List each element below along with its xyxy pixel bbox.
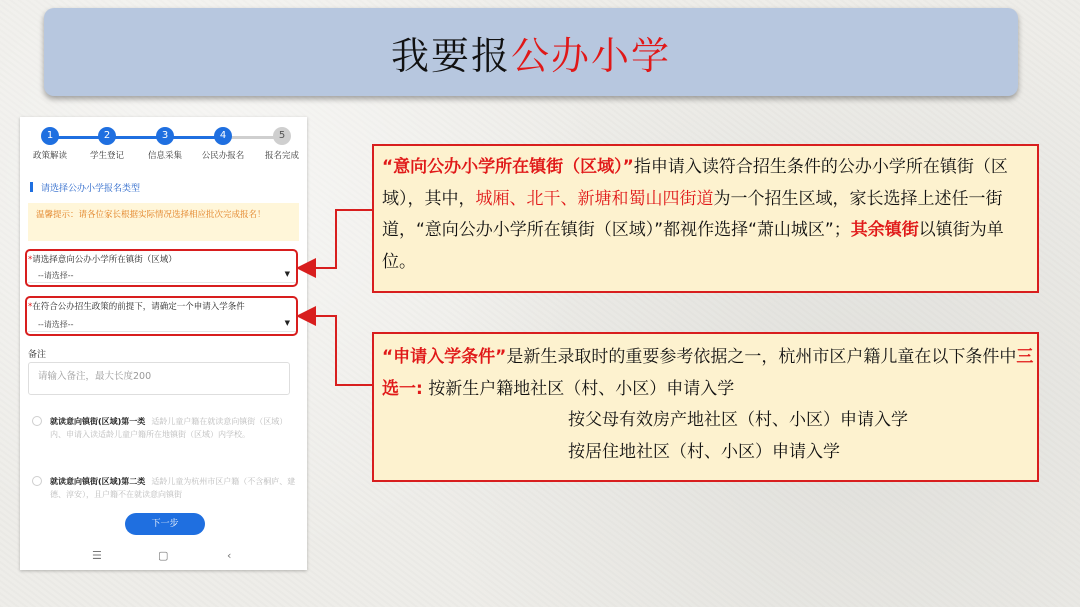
remark-label: 备注 [28,350,47,360]
hint-banner: 温馨提示：请各位家长根据实际情况选择相应批次完成报名！ [28,203,299,241]
section-title-text: 请选择公办小学报名类型 [41,184,141,194]
section-marker [30,182,33,192]
highlight-condition-field [25,296,298,336]
back-icon[interactable]: ‹ [227,549,232,562]
step-3-number: 3 [156,127,174,145]
caret-down-icon: ▼ [284,270,290,278]
step-1 [20,127,80,161]
step-2-label: 学生登记 [89,151,124,161]
step-4-label: 公民办报名 [201,151,245,161]
menu-icon[interactable]: ☰ [92,549,102,562]
step-2 [77,127,137,161]
step-5 [252,127,307,161]
condition-line-2: 按父母有效房产地社区（村、小区）申请入学 [568,410,908,430]
title-red: 公办小学 [511,33,672,78]
step-5-label: 报名完成 [264,151,299,161]
page-title [44,8,1018,96]
step-4 [193,127,253,161]
radio-button[interactable] [32,476,42,486]
section-title [30,181,140,194]
step-3 [135,127,195,161]
condition-select[interactable]: --请选择-- ▼ [28,316,296,332]
step-4-number: 4 [214,127,232,145]
callout-district-explanation: “意向公办小学所在镇街（区域）”指申请入读符合招生条件的公办小学所在镇街（区域），其中，城厢、北干、新塘和蜀山四街道为一个招生区域，家长选择上述任一街道，“意向公办小学所在镇街（区域）”都视作选择“萧山城区”；其余镇街以镇街为单位。 [372,144,1039,293]
highlight-district-field [25,249,298,287]
callout-condition-explanation: “申请入学条件”是新生录取时的重要参考依据之一，杭州市区户籍儿童在以下条件中三选一: 按新生户籍地社区（村、小区）申请入学 按父母有效房产地社区（村、小区）申请入学 按居住地社区（村、小区）申请入学 [372,332,1039,482]
step-1-number: 1 [41,127,59,145]
phone-screen [20,117,307,570]
step-3-label: 信息采集 [147,151,182,161]
district-label: *请选择意向公办小学所在镇街（区域） [28,255,177,265]
condition-label: *在符合公办招生政策的前提下，请确定一个申请入学条件 [28,302,245,312]
district-select[interactable]: --请选择-- ▼ [28,267,296,283]
caret-down-icon: ▼ [284,319,290,327]
step-progress [20,127,307,161]
option-category-2[interactable]: 就读意向镇街(区域)第二类 适龄儿童为杭州市区户籍（不含桐庐、建德、淳安），且户籍不在就读意向镇街 [28,475,300,501]
next-step-button[interactable]: 下一步 [125,513,205,535]
option-category-1[interactable]: 就读意向镇街(区域)第一类 适龄儿童户籍在就读意向镇街（区域）内、申请入读适龄儿童户籍所在地镇街（区域）内学校。 [28,415,300,441]
step-2-number: 2 [98,127,116,145]
title-black: 我要报 [390,33,511,78]
radio-button[interactable] [32,416,42,426]
condition-line-3: 按居住地社区（村、小区）申请入学 [568,441,840,462]
remark-input[interactable]: 请输入备注，最大长度200 [28,362,290,395]
home-icon[interactable]: ▢ [158,549,169,562]
step-5-number: 5 [273,127,291,145]
step-1-label: 政策解读 [32,151,67,161]
system-nav-bar [20,547,307,570]
